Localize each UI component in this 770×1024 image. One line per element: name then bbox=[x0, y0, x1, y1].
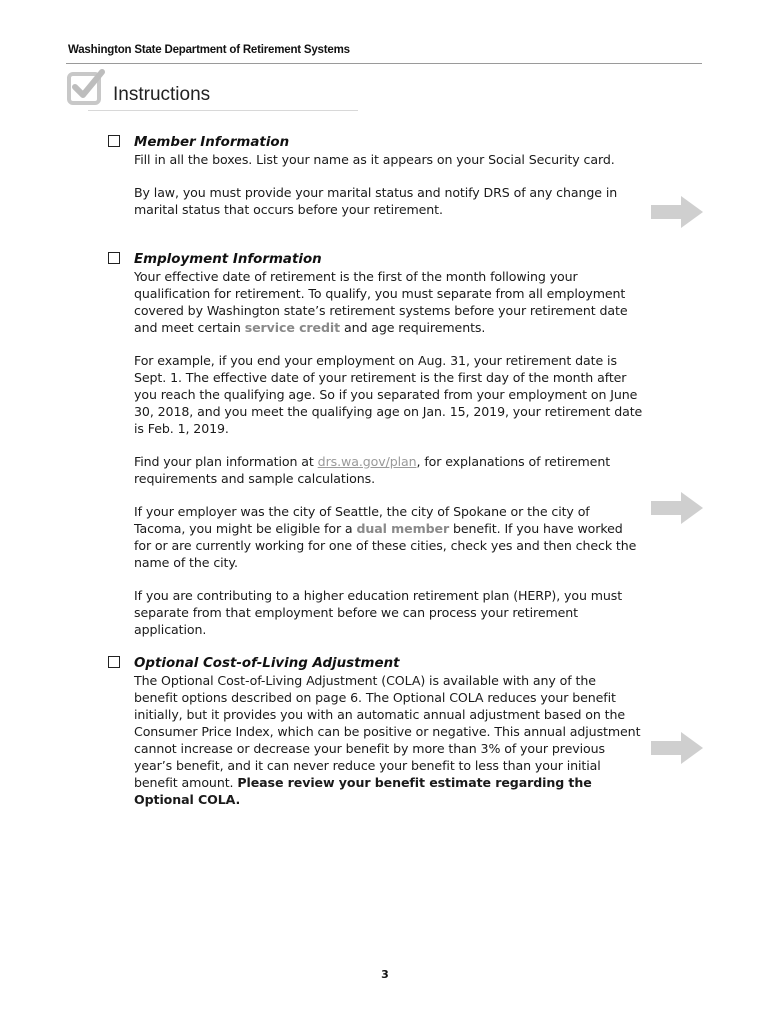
service-credit-term: service credit bbox=[244, 320, 341, 335]
cola-section bbox=[108, 655, 643, 824]
effective-date-paragraph: Your effective date of retirement is the first of the month following your qualification for retirement. To qualify, you must separate from all employment covered by Washington state’s retirement systems before your retirement date and meet certain service credit and age requirements. bbox=[134, 269, 628, 335]
checkmark-icon bbox=[66, 68, 106, 106]
cola-heading: Optional Cost-of-Living Adjustment bbox=[134, 656, 400, 671]
page-title: Instructions bbox=[113, 84, 211, 105]
herp-paragraph: If you are contributing to a higher education retirement plan (HERP), you must separate from that employment before we can process your retirement application. bbox=[134, 588, 623, 637]
cola-review-note: Please review your benefit estimate regarding the Optional COLA. bbox=[134, 775, 592, 807]
plan-link[interactable]: drs.wa.gov/plan bbox=[317, 454, 417, 469]
example-paragraph: For example, if you end your employment on Aug. 31, your retirement date is Sept. 1. The effective date of your retirement is the first day of the month after you reach the qualifying age. So if you separated from your employment on June 30, 2018, and you meet the qualifying age on Jan. 15, 2019, your retirement date is Feb. 1, 2019. bbox=[134, 353, 643, 436]
employment-information-checkbox[interactable] bbox=[108, 252, 120, 264]
cola-checkbox[interactable] bbox=[108, 656, 120, 668]
plan-information-paragraph: Find your plan information at drs.wa.gov/plan, for explanations of retirement requirements and sample calculations. bbox=[134, 454, 611, 486]
header-divider bbox=[66, 63, 702, 64]
member-information-section bbox=[108, 134, 643, 234]
page-number: 3 bbox=[381, 968, 389, 981]
organization-header: Washington State Department of Retirement Systems bbox=[68, 44, 350, 56]
employment-information-heading: Employment Information bbox=[134, 252, 322, 267]
member-information-checkbox[interactable] bbox=[108, 135, 120, 147]
arrow-right-icon bbox=[651, 196, 703, 228]
employment-information-section bbox=[108, 251, 643, 654]
dual-member-term: dual member bbox=[356, 521, 450, 536]
member-information-heading: Member Information bbox=[134, 135, 290, 150]
marital-status-paragraph: By law, you must provide your marital status and notify DRS of any change in marital status that occurs before your retirement. bbox=[134, 185, 618, 217]
dual-member-paragraph: If your employer was the city of Seattle, the city of Spokane or the city of Tacoma, you might be eligible for a dual member benefit. If you have worked for or are currently working for one of these cities, check yes and then check the name of the city. bbox=[134, 504, 637, 570]
cola-paragraph: The Optional Cost-of-Living Adjustment (COLA) is available with any of the benefit options described on page 6. The Optional COLA reduces your benefit initially, but it provides you with an automatic annual adjustment based on the Consumer Price Index, which can be positive or negative. This annual adjustment cannot increase or decrease your benefit by more than 3% of your previous year’s benefit, and it can never reduce your benefit to less than your initial benefit amount. Please review your benefit estimate regarding the Optional COLA. bbox=[134, 673, 641, 807]
member-information-paragraph: Fill in all the boxes. List your name as it appears on your Social Security card. bbox=[134, 152, 615, 167]
title-divider bbox=[88, 110, 358, 111]
arrow-right-icon bbox=[651, 492, 703, 524]
arrow-right-icon bbox=[651, 732, 703, 764]
